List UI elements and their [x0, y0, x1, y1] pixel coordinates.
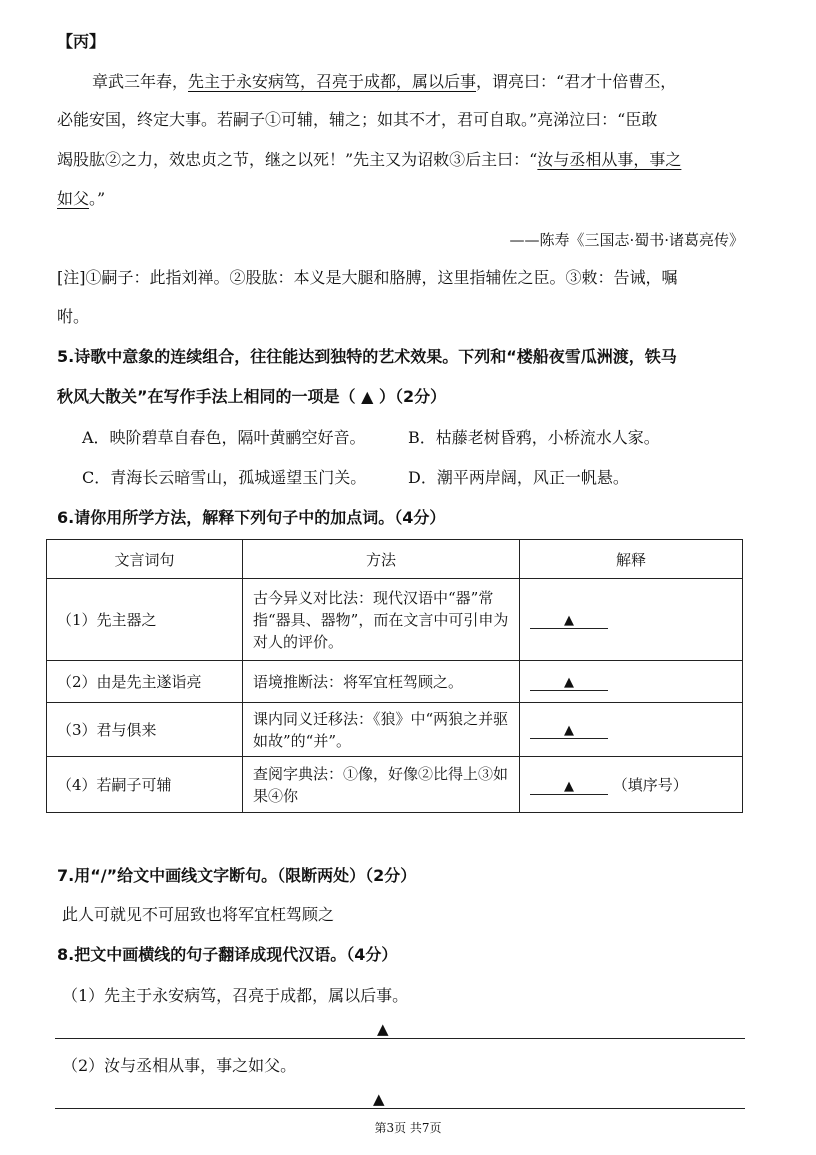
underlined-sentence-2-end: 如父: [57, 189, 90, 208]
q7-stem: 7.用“/”给文中画线文字断句。（限断两处）（2分）: [57, 866, 417, 885]
row-answer: [520, 703, 743, 757]
passage-line-3: 竭股肱②之力，效忠贞之节，继之以死！”先主又为诏敕③后主曰：“汝与丞相从事，事之: [57, 150, 682, 169]
row-phrase: （2）由是先主遂诣亮: [47, 661, 243, 703]
row-phrase: （1）先主器之: [47, 579, 243, 661]
q8-sentence-1: （1）先主于永安病笃，召亮于成都，属以后事。: [62, 986, 409, 1005]
row-method: 语境推断法：将军宜枉驾顾之。: [243, 661, 520, 703]
answer-line-2[interactable]: [55, 1108, 745, 1109]
table-row: [47, 757, 743, 813]
row-method: 古今异义对比法：现代汉语中“器”常指“器具、器物”，而在文言中可引申为对人的评价。: [243, 579, 520, 661]
attribution: ——陈寿《三国志·蜀书·诸葛亮传》: [509, 231, 744, 249]
q5-option-b: B．枯藤老树昏鸦，小桥流水人家。: [408, 428, 660, 447]
q6-stem: 6.请你用所学方法，解释下列句子中的加点词。（4分）: [57, 508, 446, 527]
triangle-icon: ▲: [373, 1090, 385, 1108]
answer-line-1[interactable]: [55, 1038, 745, 1039]
row-answer: [520, 579, 743, 661]
triangle-icon: ▲: [377, 1020, 389, 1038]
passage-line-4: 如父。”: [57, 189, 106, 208]
fill-number-hint: （填序号）: [612, 776, 688, 794]
q5-option-d: D．潮平两岸阔，风正一帆悬。: [408, 468, 629, 487]
q8-stem: 8.把文中画横线的句子翻译成现代汉语。（4分）: [57, 945, 398, 964]
notes-line-2: 咐。: [57, 307, 90, 326]
answer-blank[interactable]: [530, 776, 608, 795]
q6-answer-table: [46, 539, 743, 813]
row-method: 查阅字典法：①像，好像②比得上③如果④你: [243, 757, 520, 813]
row-phrase: （4）若嗣子可辅: [47, 757, 243, 813]
q5-stem-2: 秋风大散关”在写作手法上相同的一项是（ ▲ ）（2分）: [57, 387, 447, 406]
answer-blank[interactable]: [530, 720, 608, 739]
row-answer: [520, 661, 743, 703]
passage-line-1: 章武三年春，先主于永安病笃，召亮于成都，属以后事，谓亮曰：“君才十倍曹丕，: [92, 72, 677, 91]
answer-blank[interactable]: [530, 610, 608, 629]
table-header-row: [47, 540, 743, 579]
table-row: [47, 703, 743, 757]
table-row: [47, 661, 743, 703]
underlined-sentence-2: 汝与丞相从事，事之: [537, 150, 682, 169]
notes-line-1: [注]①嗣子：此指刘禅。②股肱：本义是大腿和胳膊，这里指辅佐之臣。③敕：告诫，嘱: [57, 268, 678, 287]
page-footer: 第3页 共7页: [374, 1121, 442, 1135]
passage-line-2: 必能安国，终定大事。若嗣子①可辅，辅之；如其不才，君可自取。”亮涕泣曰：“臣敢: [57, 110, 658, 129]
header-answer: 解释: [520, 540, 743, 579]
row-phrase: （3）君与俱来: [47, 703, 243, 757]
q8-sentence-2: （2）汝与丞相从事，事之如父。: [62, 1056, 297, 1075]
triangle-icon: ▲: [564, 675, 574, 690]
q7-text: 此人可就见不可屈致也将军宜枉驾顾之: [62, 905, 335, 924]
q5-option-c: C．青海长云暗雪山，孤城遥望玉门关。: [82, 468, 367, 487]
triangle-icon: ▲: [564, 613, 574, 628]
q5-stem-1: 5.诗歌中意象的连续组合，往往能达到独特的艺术效果。下列和“楼船夜雪瓜洲渡，铁马: [57, 347, 677, 366]
q5-option-a: A．映阶碧草自春色，隔叶黄鹂空好音。: [82, 428, 366, 447]
underlined-sentence-1: 先主于永安病笃，召亮于成都，属以后事: [188, 72, 477, 91]
triangle-icon: ▲: [564, 723, 574, 738]
answer-blank[interactable]: [530, 672, 608, 691]
header-method: 方法: [243, 540, 520, 579]
row-method: 课内同义迁移法：《狼》中“两狼之并驱如故”的“并”。: [243, 703, 520, 757]
row-answer: [520, 757, 743, 813]
table-row: [47, 579, 743, 661]
header-phrase: 文言词句: [47, 540, 243, 579]
triangle-icon: ▲: [564, 779, 574, 794]
section-label: 【丙】: [57, 32, 106, 51]
